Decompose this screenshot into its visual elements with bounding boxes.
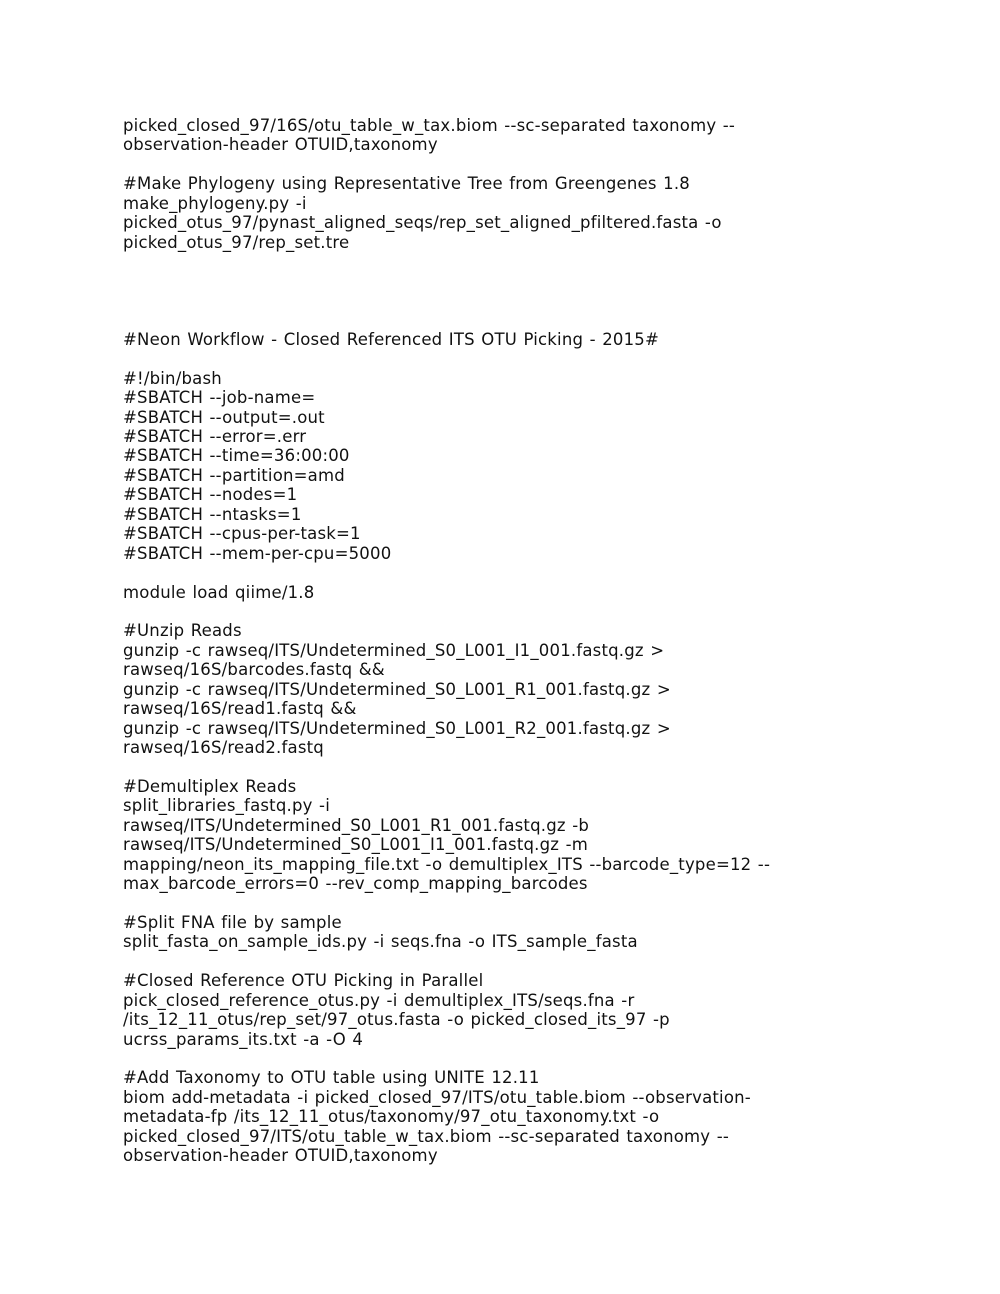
text-line: #SBATCH --partition=amd [123, 465, 345, 485]
text-line: biom add-metadata -i picked_closed_97/ITS/otu_table.biom --observation- [123, 1087, 751, 1107]
text-line [123, 952, 923, 971]
text-line: rawseq/16S/read1.fastq && [123, 699, 357, 719]
text-line: metadata-fp /its_12_11_otus/taxonomy/97_otu_taxonomy.txt -o [123, 1107, 660, 1127]
text-line: picked_otus_97/rep_set.tre [123, 232, 350, 252]
text-line: /its_12_11_otus/rep_set/97_otus.fasta -o picked_closed_its_97 -p [123, 1010, 670, 1030]
text-line [123, 1049, 923, 1068]
text-line [123, 291, 923, 310]
text-line: #!/bin/bash [123, 368, 222, 388]
text-line [123, 349, 923, 368]
text-line: #Make Phylogeny using Representative Tree from Greengenes 1.8 [123, 174, 690, 194]
text-line: #Neon Workflow - Closed Referenced ITS OTU Picking - 2015# [123, 329, 660, 349]
text-line: rawseq/16S/barcodes.fastq && [123, 660, 385, 680]
text-line: #SBATCH --output=.out [123, 407, 325, 427]
text-line: split_fasta_on_sample_ids.py -i seqs.fna -o ITS_sample_fasta [123, 932, 638, 952]
text-line: make_phylogeny.py -i [123, 193, 307, 213]
text-line [123, 155, 923, 174]
text-line: #Add Taxonomy to OTU table using UNITE 12.11 [123, 1068, 540, 1088]
text-line: rawseq/ITS/Undetermined_S0_L001_I1_001.fastq.gz -m [123, 835, 589, 855]
text-line [123, 252, 923, 271]
text-line: #SBATCH --job-name= [123, 388, 316, 408]
text-line: max_barcode_errors=0 --rev_comp_mapping_barcodes [123, 874, 588, 894]
text-line: gunzip -c rawseq/ITS/Undetermined_S0_L001_R1_001.fastq.gz > [123, 679, 671, 699]
text-line [123, 894, 923, 913]
text-line: #SBATCH --mem-per-cpu=5000 [123, 543, 392, 563]
text-line: observation-header OTUID,taxonomy [123, 135, 438, 155]
text-line: mapping/neon_its_mapping_file.txt -o demultiplex_ITS --barcode_type=12 -- [123, 854, 771, 874]
text-line: gunzip -c rawseq/ITS/Undetermined_S0_L001_R2_001.fastq.gz > [123, 718, 671, 738]
text-line: split_libraries_fastq.py -i [123, 796, 330, 816]
script-text-block [123, 116, 923, 1166]
text-line [123, 757, 923, 776]
text-line: #SBATCH --error=.err [123, 427, 307, 446]
text-line: rawseq/ITS/Undetermined_S0_L001_R1_001.fastq.gz -b [123, 815, 590, 835]
text-line: picked_closed_97/ITS/otu_table_w_tax.biom --sc-separated taxonomy -- [123, 1126, 730, 1146]
text-line [123, 272, 923, 291]
text-line [123, 310, 923, 329]
text-line: #Unzip Reads [123, 621, 242, 641]
text-line: #SBATCH --time=36:00:00 [123, 446, 350, 466]
text-line: #SBATCH --nodes=1 [123, 485, 298, 505]
text-line: #Split FNA file by sample [123, 912, 342, 932]
text-line: rawseq/16S/read2.fastq [123, 738, 324, 757]
text-line: observation-header OTUID,taxonomy [123, 1146, 438, 1166]
text-line: ucrss_params_its.txt -a -O 4 [123, 1029, 364, 1049]
text-line: #SBATCH --cpus-per-task=1 [123, 524, 361, 544]
text-line: #SBATCH --ntasks=1 [123, 504, 302, 524]
text-line: module load qiime/1.8 [123, 582, 315, 602]
text-line: picked_closed_97/16S/otu_table_w_tax.biom --sc-separated taxonomy -- [123, 116, 736, 135]
text-line: picked_otus_97/pynast_aligned_seqs/rep_set_aligned_pfiltered.fasta -o [123, 213, 722, 233]
text-line: gunzip -c rawseq/ITS/Undetermined_S0_L001_I1_001.fastq.gz > [123, 640, 665, 660]
text-line [123, 563, 923, 582]
text-line [123, 602, 923, 621]
text-line: #Demultiplex Reads [123, 776, 297, 796]
text-line: pick_closed_reference_otus.py -i demultiplex_ITS/seqs.fna -r [123, 990, 635, 1010]
text-line: #Closed Reference OTU Picking in Parallel [123, 971, 484, 991]
